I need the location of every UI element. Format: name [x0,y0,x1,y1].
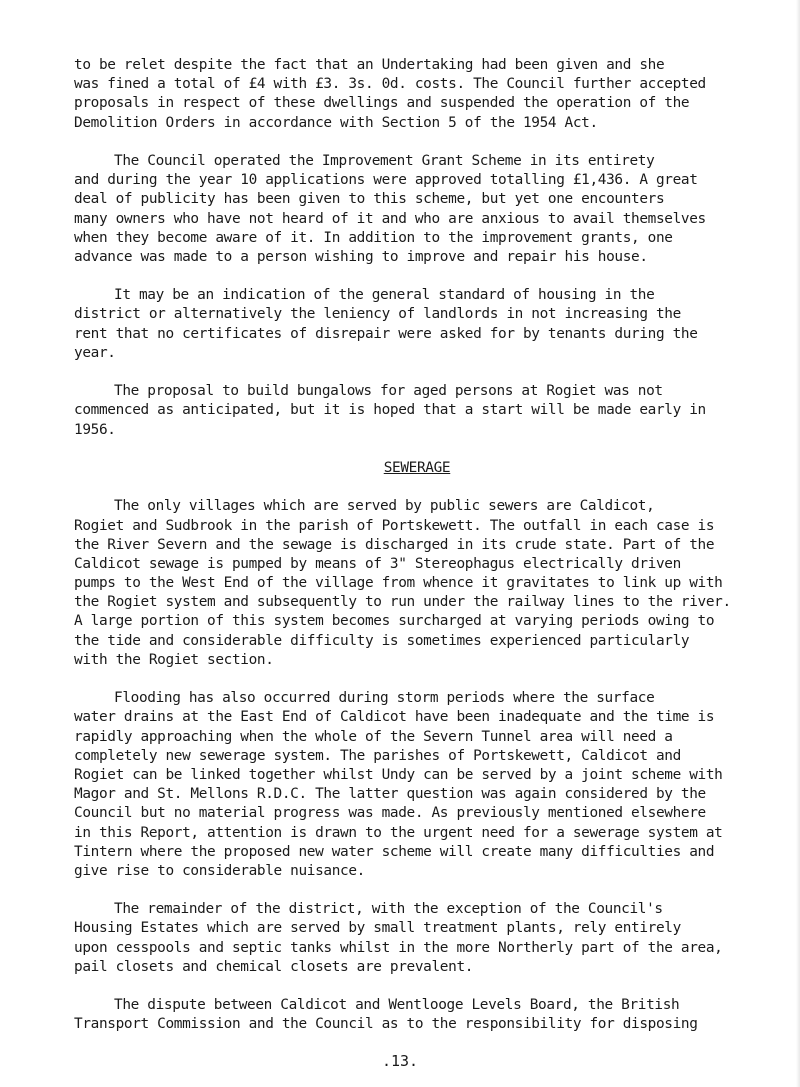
paragraph [74,382,774,440]
text-line: Magor and St. Mellons R.D.C. The latter question was again considered by the [74,786,706,803]
text-line: the tide and considerable difficulty is sometimes experienced particularly [74,632,690,649]
text-line: Caldicot sewage is pumped by means of 3" Stereophagus electrically driven [74,555,681,572]
paragraph [74,996,774,1034]
text-line: Rogiet and Sudbrook in the parish of Portskewett. The outfall in each case is [74,517,715,534]
text-line: with the Rogiet section. [74,651,274,668]
text-line: The only villages which are served by public sewers are Caldicot, [114,498,655,515]
text-line: Council but no material progress was made. As previously mentioned elsewhere [74,805,706,822]
paragraph [74,286,774,363]
paragraph [74,497,774,670]
text-line: year. [74,344,116,361]
paragraph [74,56,774,133]
text-line: Transport Commission and the Council as to the responsibility for disposing [74,1016,698,1033]
text-line: The Council operated the Improvement Grant Scheme in its entirety [114,152,655,169]
text-line: give rise to considerable nuisance. [74,862,365,879]
text-line: in this Report, attention is drawn to the urgent need for a sewerage system at [74,824,723,841]
text-line: The dispute between Caldicot and Wentlooge Levels Board, the British [114,997,680,1014]
section-heading-sewerage: SEWERAGE [383,459,451,476]
page-number: .13. [381,1052,419,1070]
text-line: Demolition Orders in accordance with Section 5 of the 1954 Act. [74,114,598,131]
text-line: The proposal to build bungalows for aged persons at Rogiet was not [114,383,663,400]
text-line: 1956. [74,421,116,438]
text-line: It may be an indication of the general standard of housing in the [114,287,655,304]
text-line: A large portion of this system becomes surcharged at varying periods owing to [74,613,715,630]
text-line: proposals in respect of these dwellings and suspended the operation of the [74,95,690,112]
text-line: rapidly approaching when the whole of the Severn Tunnel area will need a [74,728,673,745]
text-line: completely new sewerage system. The parishes of Portskewett, Caldicot and [74,747,681,764]
paragraph [74,152,774,267]
text-line: advance was made to a person wishing to improve and repair his house. [74,248,648,265]
text-line: and during the year 10 applications were approved totalling £1,436. A great [74,172,698,189]
text-line: water drains at the East End of Caldicot have been inadequate and the time is [74,709,715,726]
text-line: rent that no certificates of disrepair were asked for by tenants during the [74,325,698,342]
text-line: pail closets and chemical closets are prevalent. [74,958,474,975]
page-edge-shadow [796,0,800,1087]
body-text-upper [74,56,774,459]
text-line: Rogiet can be linked together whilst Undy can be served by a joint scheme with [74,766,723,783]
body-text-sewerage [74,497,774,1053]
paragraph [74,689,774,881]
text-line: commenced as anticipated, but it is hoped that a start will be made early in [74,402,706,419]
text-line: upon cesspools and septic tanks whilst in the more Northerly part of the area, [74,939,723,956]
text-line: to be relet despite the fact that an Undertaking had been given and she [74,57,665,73]
text-line: Flooding has also occurred during storm periods where the surface [114,690,655,707]
text-line: district or alternatively the leniency of landlords in not increasing the [74,306,681,323]
text-line: when they become aware of it. In addition to the improvement grants, one [74,229,673,246]
paragraph [74,900,774,977]
text-line: the River Severn and the sewage is discharged in its crude state. Part of the [74,536,715,553]
text-line: Housing Estates which are served by small treatment plants, rely entirely [74,920,681,937]
text-line: many owners who have not heard of it and who are anxious to avail themselves [74,210,706,227]
text-line: The remainder of the district, with the exception of the Council's [114,901,663,918]
text-line: deal of publicity has been given to this scheme, but yet one encounters [74,191,665,208]
text-line: was fined a total of £4 with £3. 3s. 0d. costs. The Council further accepted [74,76,706,93]
text-line: pumps to the West End of the village from whence it gravitates to link up with [74,575,723,592]
text-line: the Rogiet system and subsequently to run under the railway lines to the river. [74,594,731,611]
document-page [74,56,774,1054]
text-line: Tintern where the proposed new water scheme will create many difficulties and [74,843,715,860]
